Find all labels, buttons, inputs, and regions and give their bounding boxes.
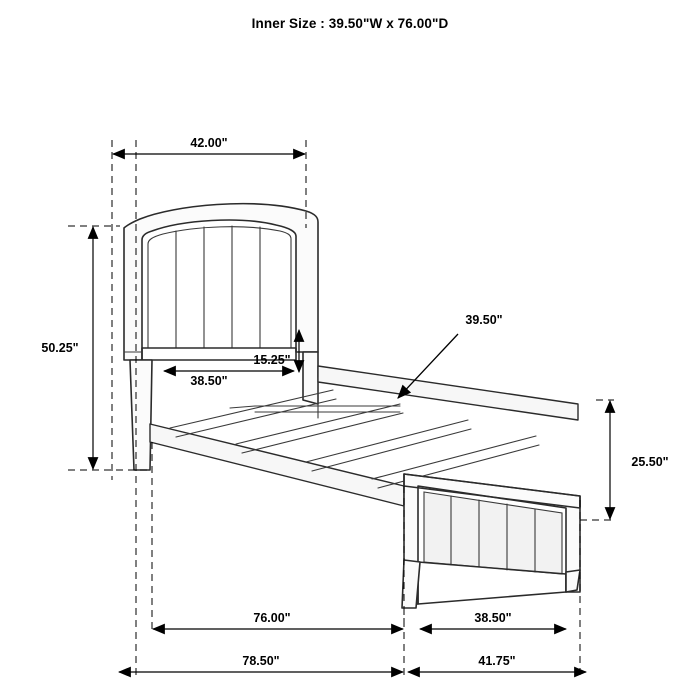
dim-footboard-height xyxy=(610,401,669,519)
dim-footboard-width xyxy=(420,611,566,629)
dim-footboard-overall-width xyxy=(408,654,586,672)
dim-headboard-width xyxy=(113,136,305,154)
dim-label-rail-height: 15.25" xyxy=(253,353,291,367)
dim-label-headboard-width: 42.00" xyxy=(190,136,228,150)
dim-label-headboard-panel-width: 38.50" xyxy=(190,374,228,388)
dim-label-inner-length: 76.00" xyxy=(253,611,291,625)
dim-overall-length xyxy=(119,654,403,672)
dim-label-footboard-width: 38.50" xyxy=(474,611,512,625)
dim-label-footboard-height: 25.50" xyxy=(631,455,669,469)
side-rail-left xyxy=(150,424,404,506)
dim-headboard-height xyxy=(41,227,93,469)
dim-label-overall-length: 78.50" xyxy=(242,654,280,668)
headboard-left-post xyxy=(130,360,152,470)
footboard-left-leg xyxy=(402,560,420,608)
dim-headboard-panel-width xyxy=(164,371,294,388)
headboard-inner-frame xyxy=(148,227,291,348)
headboard-channel-tufting xyxy=(176,226,260,348)
dim-inner-length xyxy=(153,611,403,629)
page-title: Inner Size : 39.50"W x 76.00"D xyxy=(251,16,449,31)
dim-label-inner-width: 39.50" xyxy=(465,313,503,327)
dim-label-footboard-overall-width: 41.75" xyxy=(478,654,516,668)
footboard-right-leg xyxy=(566,570,580,592)
bed-illustration xyxy=(124,204,580,608)
dim-label-headboard-height: 50.25" xyxy=(41,341,79,355)
